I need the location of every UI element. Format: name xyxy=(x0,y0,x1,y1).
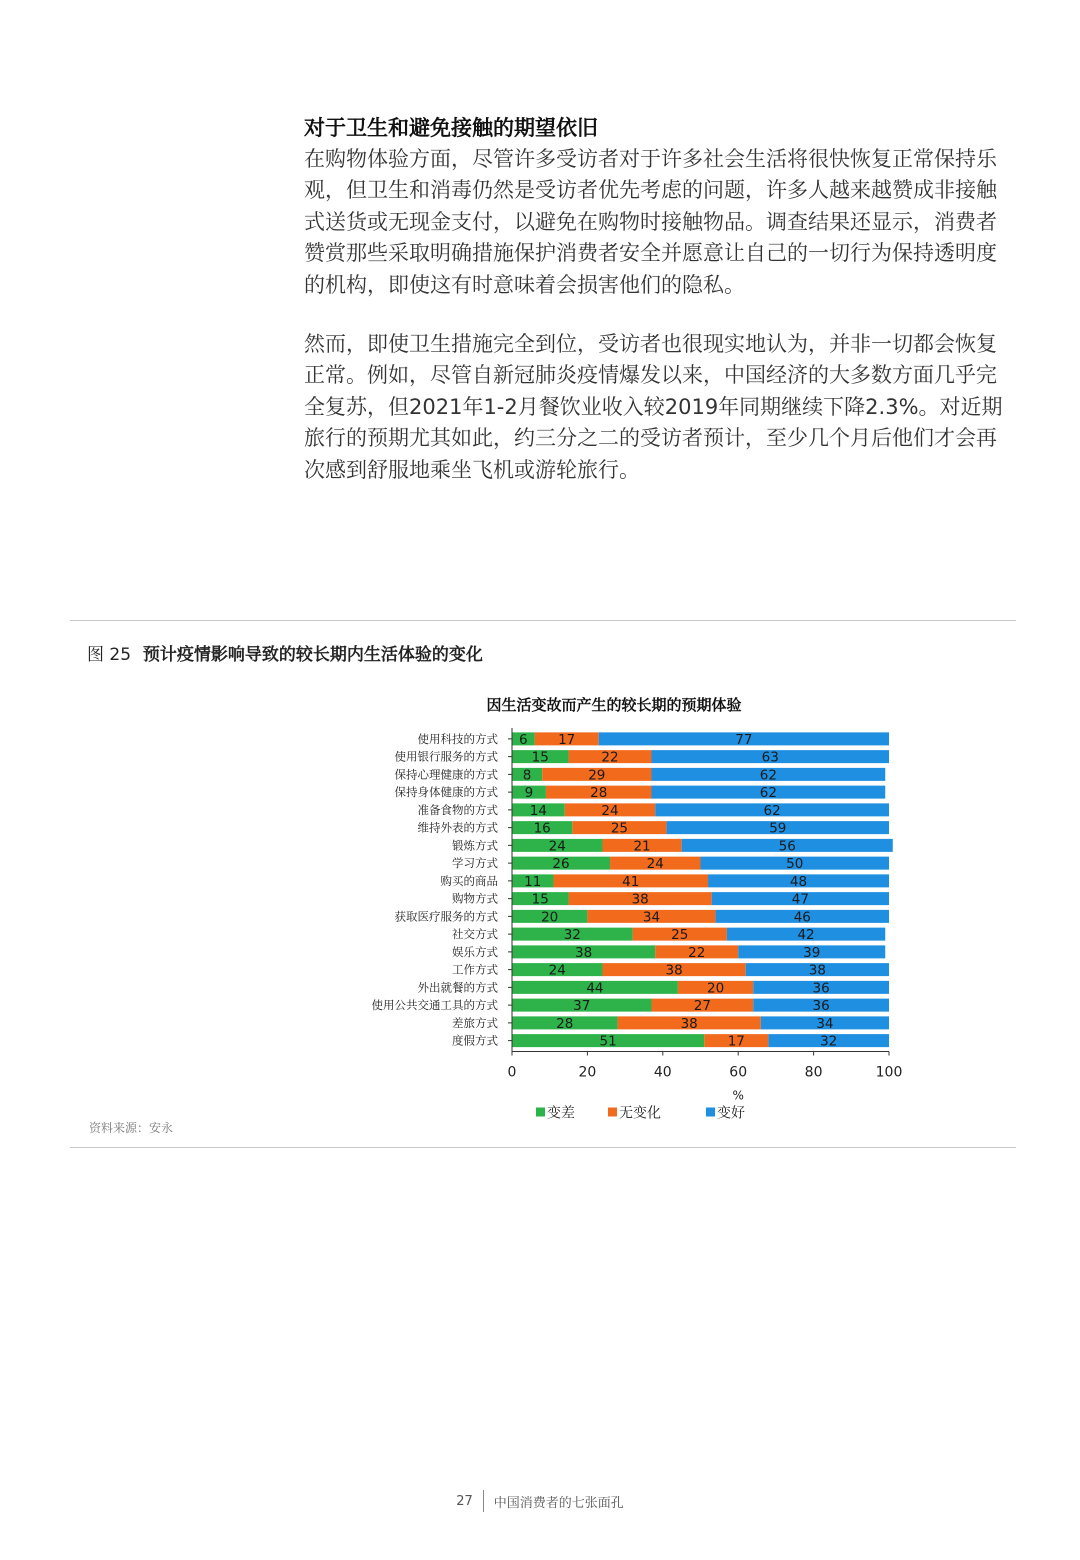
data-label: 28 xyxy=(590,785,608,802)
category-label: 准备食物的方式 xyxy=(417,802,498,817)
data-label: 15 xyxy=(531,891,549,908)
data-label: 38 xyxy=(680,1015,698,1032)
data-label: 20 xyxy=(706,980,725,997)
data-label: 62 xyxy=(763,802,781,819)
data-label: 29 xyxy=(588,767,606,784)
data-label: 51 xyxy=(599,1033,617,1050)
data-label: 50 xyxy=(786,856,804,873)
data-label: 24 xyxy=(548,838,566,855)
data-label: 34 xyxy=(816,1015,834,1032)
data-label: 77 xyxy=(735,731,753,748)
data-label: 48 xyxy=(789,873,808,890)
data-label: 25 xyxy=(671,927,689,944)
category-label: 获取医疗服务的方式 xyxy=(394,909,498,924)
data-label: 46 xyxy=(793,909,811,926)
category-label: 保持心理健康的方式 xyxy=(394,767,498,782)
x-tick-label: 40 xyxy=(653,1064,672,1081)
data-label: 27 xyxy=(693,998,711,1015)
category-label: 差旅方式 xyxy=(452,1015,498,1030)
data-label: 28 xyxy=(556,1015,574,1032)
data-label: 62 xyxy=(759,767,777,784)
data-label: 24 xyxy=(646,856,664,873)
data-label: 22 xyxy=(688,944,706,961)
legend-label: 无变化 xyxy=(619,1105,661,1122)
data-label: 25 xyxy=(610,820,629,837)
data-label: 63 xyxy=(761,749,779,766)
category-label: 维持外表的方式 xyxy=(417,820,498,835)
category-label: 工作方式 xyxy=(452,962,498,977)
x-tick-label: 0 xyxy=(507,1064,517,1081)
chart-container xyxy=(300,690,940,1130)
data-label: 24 xyxy=(548,962,566,979)
category-label: 保持身体健康的方式 xyxy=(394,785,498,800)
data-label: 26 xyxy=(552,856,570,873)
data-label: 17 xyxy=(727,1033,745,1050)
category-label: 学习方式 xyxy=(452,856,498,871)
data-label: 21 xyxy=(633,838,651,855)
data-label: 56 xyxy=(778,838,796,855)
data-label: 36 xyxy=(812,980,830,997)
figure-source: 资料来源：安永 xyxy=(89,1121,174,1135)
data-label: 37 xyxy=(573,998,591,1015)
data-label: 16 xyxy=(533,820,551,837)
data-label: 34 xyxy=(642,909,661,926)
page-number: 27 xyxy=(456,1493,473,1509)
data-label: 44 xyxy=(586,980,604,997)
category-label: 购买的商品 xyxy=(440,873,498,888)
data-label: 20 xyxy=(541,909,559,926)
data-label: 32 xyxy=(563,927,581,944)
data-label: 24 xyxy=(601,802,619,819)
data-label: 38 xyxy=(631,891,649,908)
x-tick-label: 20 xyxy=(578,1064,597,1081)
page-footer xyxy=(0,1490,1080,1512)
category-label: 购物方式 xyxy=(452,891,498,906)
data-label: 22 xyxy=(601,749,619,766)
data-label: 38 xyxy=(575,944,593,961)
figure-top-rule xyxy=(70,620,1016,621)
section-heading: 对于卫生和避免接触的期望依旧 xyxy=(304,116,598,140)
data-label: 38 xyxy=(665,962,683,979)
data-label: 38 xyxy=(808,962,826,979)
stacked-bar-chart xyxy=(300,690,940,1130)
paragraph-recovery: 然而，即使卫生措施完全到位，受访者也很现实地认为，并非一切都会恢复正常。例如，尽管自新冠肺炎疫情爆发以来，中国经济的大多数方面几乎完全复苏，但2021年1-2月餐饮业收入较2019年同期继续下降2.3%。对近期旅行的预期尤其如此，约三分之二的受访者预计，至少几个月后他们才会再次感到舒服地乘坐飞机或游轮旅行。 xyxy=(304,332,1003,482)
figure-label: 图 25 xyxy=(87,645,132,665)
figure-title xyxy=(87,640,483,665)
legend-label: 变差 xyxy=(547,1105,575,1122)
data-label: 17 xyxy=(558,731,576,748)
category-label: 使用银行服务的方式 xyxy=(394,749,498,764)
data-label: 59 xyxy=(769,820,787,837)
category-label: 外出就餐的方式 xyxy=(417,980,498,995)
category-label: 锻炼方式 xyxy=(452,838,498,853)
data-label: 36 xyxy=(812,998,830,1015)
data-label: 6 xyxy=(519,731,528,748)
x-axis-label: % xyxy=(732,1088,744,1103)
figure-bottom-rule xyxy=(70,1147,1016,1148)
category-label: 社交方式 xyxy=(452,927,498,942)
category-label: 娱乐方式 xyxy=(452,944,498,959)
legend-swatch xyxy=(608,1108,617,1117)
data-label: 9 xyxy=(524,785,534,802)
data-label: 41 xyxy=(622,873,640,890)
data-label: 39 xyxy=(803,944,821,961)
data-label: 62 xyxy=(759,785,777,802)
data-label: 47 xyxy=(791,891,809,908)
chart-title: 因生活变故而产生的较长期的预期体验 xyxy=(486,696,742,714)
data-label: 15 xyxy=(531,749,549,766)
legend-swatch xyxy=(536,1108,545,1117)
legend-swatch xyxy=(706,1108,715,1117)
article xyxy=(304,112,1014,486)
figure-caption: 预计疫情影响导致的较长期内生活体验的变化 xyxy=(142,645,483,665)
data-label: 11 xyxy=(524,873,542,890)
category-label: 使用科技的方式 xyxy=(417,731,498,746)
category-label: 使用公共交通工具的方式 xyxy=(371,998,498,1013)
category-label: 度假方式 xyxy=(452,1033,498,1048)
paragraph-hygiene: 在购物体验方面，尽管许多受访者对于许多社会生活将很快恢复正常保持乐观，但卫生和消毒仍然是受访者优先考虑的问题，许多人越来越赞成非接触式送货或无现金支付，以避免在购物时接触物品。调查结果还显示，消费者赞赏那些采取明确措施保护消费者安全并愿意让自己的一切行为保持透明度的机构，即使这有时意味着会损害他们的隐私。 xyxy=(304,147,997,297)
data-label: 32 xyxy=(820,1033,838,1050)
x-tick-label: 60 xyxy=(729,1064,748,1081)
legend-label: 变好 xyxy=(717,1105,745,1122)
publication-title: 中国消费者的七张面孔 xyxy=(493,1495,624,1511)
data-label: 42 xyxy=(797,927,815,944)
data-label: 8 xyxy=(522,767,532,784)
data-label: 14 xyxy=(529,802,547,819)
x-tick-label: 100 xyxy=(875,1064,903,1081)
x-tick-label: 80 xyxy=(804,1064,823,1081)
